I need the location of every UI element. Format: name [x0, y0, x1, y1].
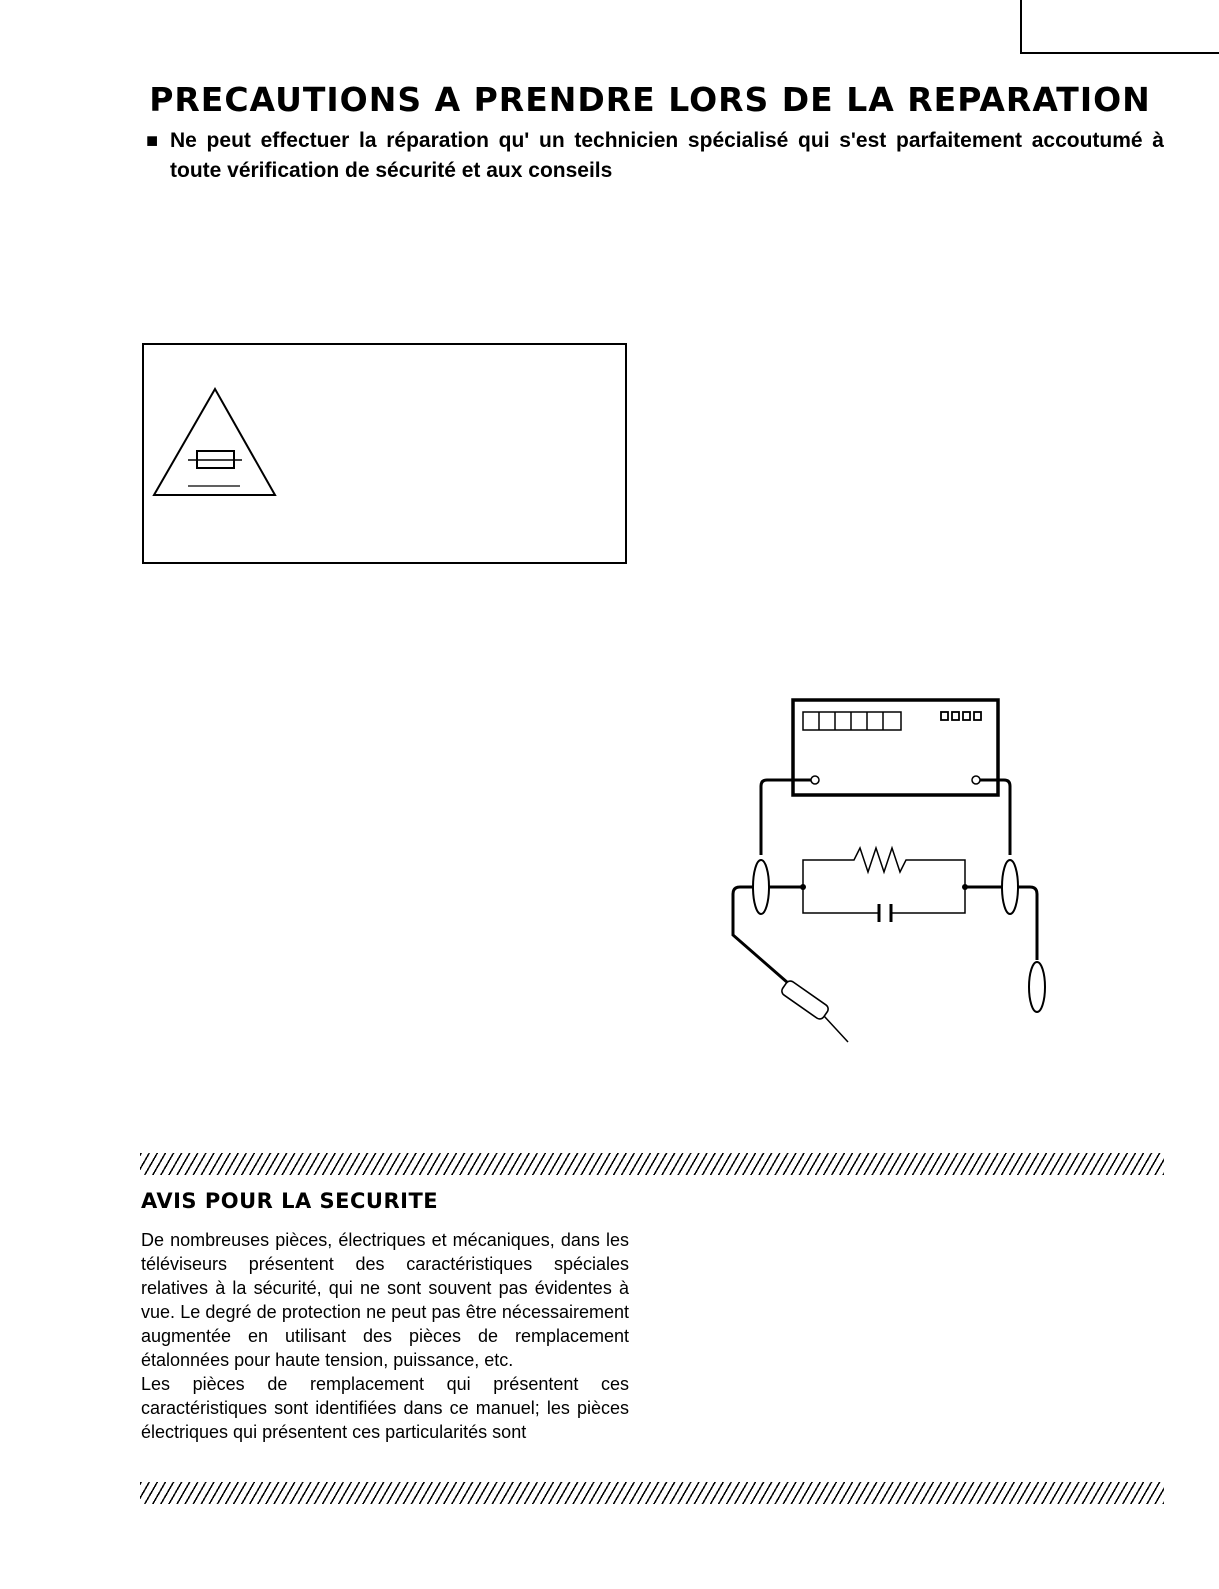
left-clip: [753, 860, 769, 914]
hatched-divider-top: [140, 1153, 1164, 1175]
meter-buttons: [941, 712, 981, 720]
meter-terminal-right: [972, 776, 980, 784]
safety-notice-paragraph: Les pièces de remplacement qui présentent ces caractéristiques sont identifiées dans ce manuel; les pièces électriques qui présentent ces particularités sont: [141, 1374, 629, 1442]
fuse-warning-box: [142, 343, 627, 564]
ground-clip: [1029, 962, 1045, 1012]
leakage-current-test-circuit-diagram: [730, 690, 1070, 1070]
meter-terminal-left: [811, 776, 819, 784]
safety-notice-body: [141, 1228, 629, 1444]
hatched-divider-bottom: [140, 1482, 1164, 1504]
meter-display: [803, 712, 901, 730]
square-bullet-icon: ■: [146, 130, 159, 152]
safety-notice-heading: AVIS POUR LA SECURITE: [141, 1189, 439, 1213]
capacitor-branch: [803, 887, 965, 913]
intro-text: Ne peut effectuer la réparation qu' un technicien spécialisé qui s'est parfaitement accoutumé à toute vérification de sécurité et aux conseils: [170, 129, 1164, 182]
page-title: PRECAUTIONS A PRENDRE LORS DE LA REPARATION: [149, 80, 1151, 119]
safety-notice-paragraph: De nombreuses pièces, électriques et mécaniques, dans les téléviseurs présentent des caractéristiques spéciales relatives à la sécurité, qui ne sont souvent pas évidentes à vue. Le degré de protection ne peut pas être nécessairement augmentée en utilisant des pièces de remplacement étalonnées pour haute tension, puissance, etc.: [141, 1230, 629, 1370]
meter-body: [793, 700, 998, 795]
test-probe: [780, 979, 830, 1021]
intro-paragraph: [146, 126, 1164, 186]
resistor-branch: [803, 848, 965, 887]
fuse-warning-triangle-icon: [150, 387, 280, 499]
page-corner-tab: [1020, 0, 1219, 54]
right-clip: [1002, 860, 1018, 914]
